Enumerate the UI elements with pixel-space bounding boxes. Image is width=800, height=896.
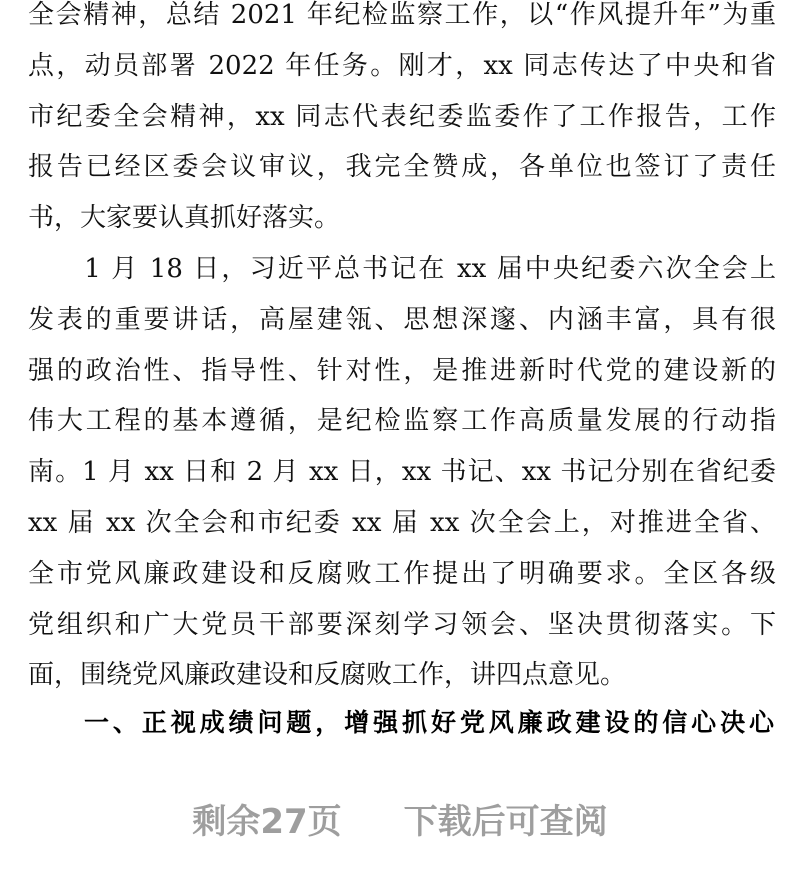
download-to-view-link[interactable]: 下载后可查阅 [403, 801, 608, 842]
text-line: 书，大家要认真抓好落实。 [28, 203, 341, 234]
section-heading: 一、正视成绩问题，增强抓好党风廉政建设的信心决心 [84, 708, 774, 737]
text-line: 党组织和广大党员干部要深刻学习领会、坚决贯彻落实。下 [28, 609, 776, 640]
text-line: 面，围绕党风廉政建设和反腐败工作，讲四点意见。 [28, 660, 627, 691]
text-line: 全市党风廉政建设和反腐败工作提出了明确要求。全区各级 [28, 558, 776, 589]
download-prompt-bar[interactable] [0, 790, 800, 846]
document-body [28, 0, 776, 701]
text-line: xx 届 xx 次全会和市纪委 xx 届 xx 次全会上，对推进全省、 [28, 507, 776, 538]
text-line: 全会精神，总结 2021 年纪检监察工作，以“作风提升年”为重 [28, 0, 776, 30]
text-line: 南。1 月 xx 日和 2 月 xx 日，xx 书记、xx 书记分别在省纪委 [28, 457, 776, 488]
text-line: 市纪委全会精神，xx 同志代表纪委监委作了工作报告，工作 [28, 101, 776, 132]
text-line: 伟大工程的基本遵循，是纪检监察工作高质量发展的行动指 [28, 406, 776, 437]
text-line: 点，动员部署 2022 年任务。刚才，xx 同志传达了中央和省 [28, 50, 776, 81]
remaining-pages-label[interactable]: 剩余27页 [192, 801, 342, 842]
text-line: 强的政治性、指导性、针对性，是推进新时代党的建设新的 [28, 355, 776, 386]
text-line: 发表的重要讲话，高屋建瓴、思想深邃、内涵丰富，具有很 [28, 304, 776, 335]
text-line: 1 月 18 日，习近平总书记在 xx 届中央纪委六次全会上 [28, 253, 776, 284]
text-line: 报告已经区委会议审议，我完全赞成，各单位也签订了责任 [28, 152, 776, 183]
